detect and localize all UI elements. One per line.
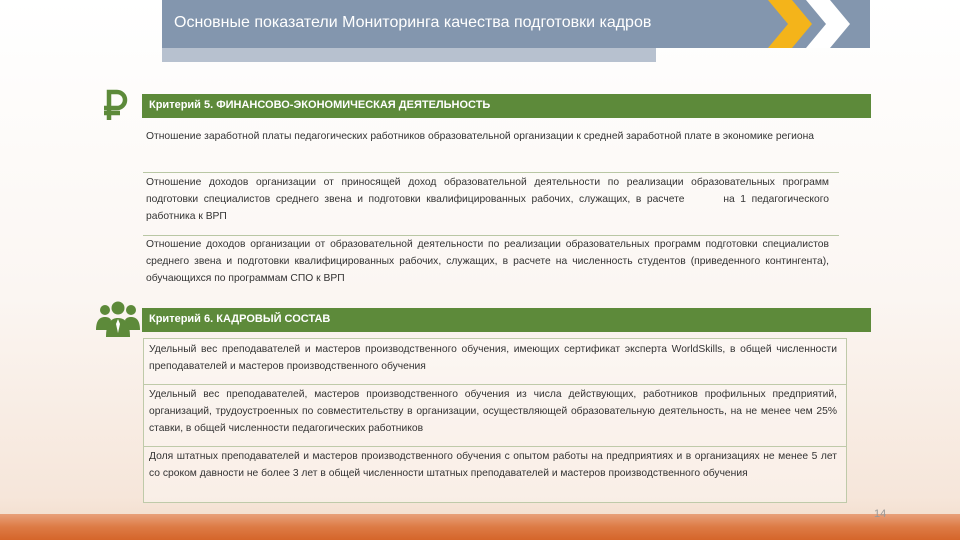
people-group-icon	[96, 300, 140, 338]
title-underbar	[162, 48, 656, 62]
divider	[144, 384, 846, 385]
criterion-5-item-3: Отношение доходов организации от образовательной деятельности по реализации образовательных программ подготовки специалистов среднего звена и подготовки квалифицированных рабочих, служащих, в расчете на численность студентов (приведенного контингента), обучающихся по программам СПО к ВРП	[146, 239, 829, 284]
slide-title: Основные показатели Мониторинга качества подготовки кадров	[174, 14, 652, 31]
divider	[143, 172, 839, 173]
criterion-6-item-2: Удельный вес преподавателей, мастеров производственного обучения из числа действующих, работников профильных предприятий, организаций, трудоустроенных по совместительству в организации, осуществляющей образовательную деятельность, на не менее чем 25% ставки, в общей численности педагогических работников	[149, 389, 837, 434]
divider	[144, 446, 846, 447]
criterion-6-header	[142, 308, 871, 332]
ruble-icon	[100, 88, 130, 122]
criterion-5-item-2: Отношение доходов организации от приносящей доход образовательной деятельности по реализации образовательных программ подготовки специалистов среднего звена и подготовки квалифицированных рабочих, служащих, в расчете на 1 педагогического работника к ВРП	[146, 177, 832, 222]
chevron-arrows-icon	[762, 0, 862, 48]
criterion-5-item-1: Отношение заработной платы педагогических работников образовательной организации к средней заработной плате в экономике региона	[146, 131, 814, 142]
page-number: 14	[874, 508, 887, 520]
criterion-6-title: Критерий 6. КАДРОВЫЙ СОСТАВ	[149, 313, 331, 325]
criterion-5-title: Критерий 5. ФИНАНСОВО-ЭКОНОМИЧЕСКАЯ ДЕЯТЕЛЬНОСТЬ	[149, 99, 491, 111]
criterion-6-item-3: Доля штатных преподавателей и мастеров производственного обучения с опытом работы на предприятиях и в организациях не менее 5 лет со сроком давности не более 3 лет в общей численности штатных преподавателей и мастеров производственного обучения	[149, 451, 837, 479]
criterion-6-list	[143, 338, 847, 503]
criterion-6-item-1: Удельный вес преподавателей и мастеров производственного обучения, имеющих сертификат эксперта WorldSkills, в общей численности преподавателей и мастеров производственного обучения	[149, 344, 837, 372]
criterion-5-header	[142, 94, 871, 118]
footer-band	[0, 514, 960, 540]
